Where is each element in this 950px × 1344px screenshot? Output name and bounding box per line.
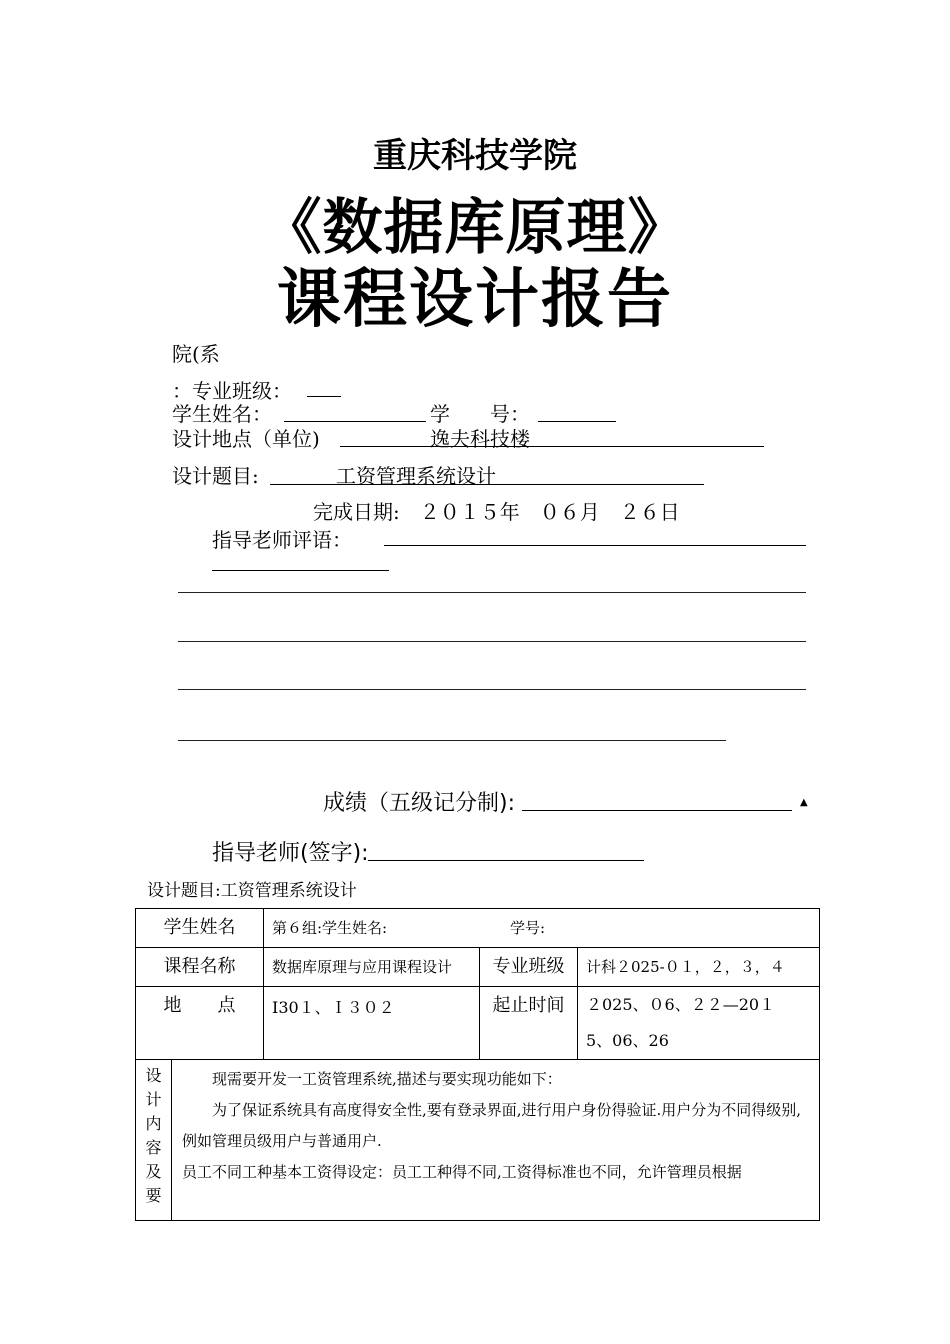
course-title: 《数据库原理》 xyxy=(261,193,689,263)
comment-label: 指导老师评语： xyxy=(212,528,352,552)
requirements-label-char: 设 xyxy=(145,1066,162,1085)
grade-label: 成绩（五级记分制): xyxy=(323,791,515,816)
info-table xyxy=(135,908,820,1221)
student-name-field[interactable] xyxy=(284,395,426,422)
school-title: 重庆科技学院 xyxy=(373,136,577,176)
completion-date: 完成日期: ２０１５年 ０６月 ２６日 xyxy=(313,500,680,524)
course-name-header: 课程名称 xyxy=(136,948,264,987)
table-caption: 设计题目:工资管理系统设计 xyxy=(147,881,357,901)
location-field[interactable] xyxy=(340,420,764,447)
topic-value: 工资管理系统设计 xyxy=(336,464,496,488)
comment-line-2[interactable] xyxy=(212,548,389,571)
group-name-text: 第６组:学生姓名: xyxy=(272,919,388,937)
grade-field[interactable] xyxy=(522,784,792,811)
comment-rule xyxy=(178,689,806,690)
major-label: ：专业班级： xyxy=(172,379,292,403)
requirements-label-char: 计 xyxy=(145,1090,162,1109)
requirements-paragraph: 员工不同工种基本工资得设定：员工工种得不同,工资得标准也不同，允许管理员根据 xyxy=(182,1163,742,1181)
requirements-paragraph: 为了保证系统具有高度得安全性,要有登录界面,进行用户身份得验证.用户分为不同得级别,例如管理员级用户与普通用户. xyxy=(182,1101,802,1150)
student-name-cell[interactable] xyxy=(264,909,820,948)
requirements-paragraph: 现需要开发一工资管理系统,描述与要实现功能如下： xyxy=(212,1070,562,1088)
requirements-label-char: 及 xyxy=(145,1162,162,1181)
table-row xyxy=(136,1060,820,1221)
requirements-label-char: 要 xyxy=(145,1186,162,1205)
location-label: 设计地点（单位) xyxy=(172,427,320,451)
student-id-label: 学 号： xyxy=(430,402,530,426)
comment-line-1[interactable] xyxy=(384,522,806,546)
signature-label: 指导老师(签字): xyxy=(212,841,369,866)
location-header: 地 点 xyxy=(136,987,264,1060)
table-row xyxy=(136,909,820,948)
comment-rule xyxy=(178,592,806,593)
topic-label: 设计题目: xyxy=(172,464,259,488)
comment-rule xyxy=(178,641,806,642)
location-cell: I30１、Ｉ３０２ xyxy=(264,987,480,1060)
student-id-text: 学号: xyxy=(510,919,546,937)
location-value: 逸夫科技楼 xyxy=(430,427,530,451)
student-id-field[interactable] xyxy=(538,395,616,422)
period-cell xyxy=(578,987,820,1060)
report-title: 课程设计报告 xyxy=(277,263,673,337)
major-field[interactable] xyxy=(307,372,341,397)
table-row xyxy=(136,987,820,1060)
period-line-2: 5、06、26 xyxy=(586,1031,669,1050)
major-class-header: 专业班级 xyxy=(480,948,578,987)
requirements-label-char: 内 xyxy=(145,1114,162,1133)
student-name-header: 学生姓名 xyxy=(136,909,264,948)
triangle-icon: ▲ xyxy=(800,797,808,808)
student-name-label: 学生姓名： xyxy=(172,402,272,426)
requirements-header xyxy=(136,1060,172,1221)
table-row xyxy=(136,948,820,987)
signature-field[interactable] xyxy=(368,834,644,861)
dept-label: 院(系 xyxy=(172,342,220,366)
requirements-body xyxy=(172,1060,820,1221)
period-header: 起止时间 xyxy=(480,987,578,1060)
comment-rule xyxy=(178,740,726,741)
period-line-1: ２025、０6、２２—20１ xyxy=(586,995,776,1014)
course-name-cell: 数据库原理与应用课程设计 xyxy=(264,948,480,987)
requirements-label-char: 容 xyxy=(145,1138,162,1157)
major-class-cell: 计科２025-０１，２，３，４ xyxy=(578,948,820,987)
